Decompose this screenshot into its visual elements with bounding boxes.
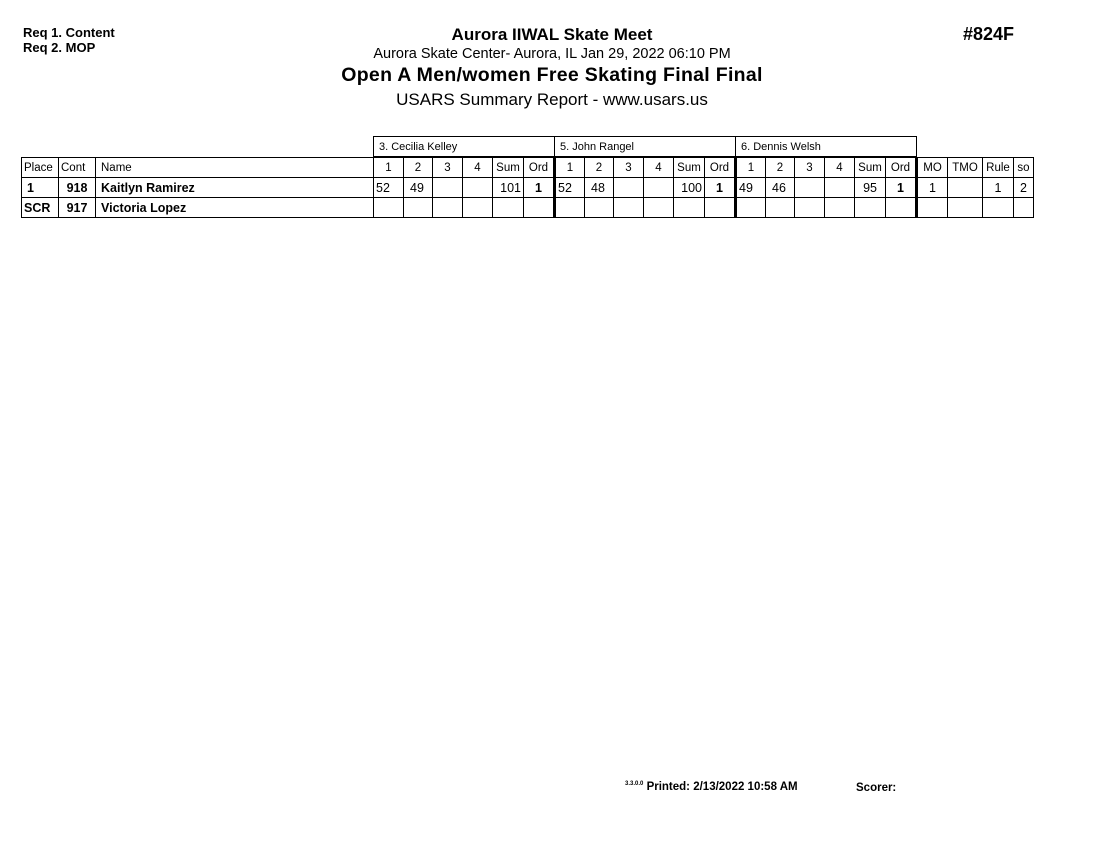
- judges-header: [373, 136, 917, 157]
- col-j1-2: 2: [404, 158, 433, 178]
- row-tmo: [948, 198, 983, 218]
- row-tmo: [948, 178, 983, 198]
- col-rule: Rule: [983, 158, 1014, 178]
- row-j2-score-4: [644, 198, 674, 218]
- requirement-1: Req 1. Content: [23, 25, 115, 40]
- col-mo: MO: [917, 158, 948, 178]
- event-title: Open A Men/women Free Skating Final Final: [341, 64, 763, 86]
- col-j2-3: 3: [614, 158, 644, 178]
- scorer-label: Scorer:: [856, 782, 897, 794]
- row-j3-sum: [855, 198, 886, 218]
- col-j3-sum: Sum: [855, 158, 886, 178]
- col-j2-ord: Ord: [705, 158, 736, 178]
- row-j2-score-2: 48: [585, 178, 614, 198]
- row-place: 1: [22, 178, 59, 198]
- row-j3-score-4: [825, 178, 855, 198]
- meet-name: Aurora IIWAL Skate Meet: [451, 25, 653, 44]
- judge-2-name: 5. John Rangel: [555, 137, 736, 157]
- judge-1-name: 3. Cecilia Kelley: [374, 137, 555, 157]
- row-mo: [917, 198, 948, 218]
- row-j2-sum: 100: [674, 178, 705, 198]
- col-cont: Cont: [59, 158, 96, 178]
- col-tmo: TMO: [948, 158, 983, 178]
- row-j3-score-3: [795, 198, 825, 218]
- row-j2-score-1: 52: [555, 178, 585, 198]
- row-j3-score-2: 46: [766, 178, 795, 198]
- row-cont: 917: [59, 198, 96, 218]
- row-j2-score-3: [614, 178, 644, 198]
- col-j1-3: 3: [433, 158, 463, 178]
- row-so: [1014, 198, 1034, 218]
- row-j1-sum: 101: [493, 178, 524, 198]
- row-j2-sum: [674, 198, 705, 218]
- row-j3-score-1: [736, 198, 766, 218]
- location-line: Aurora Skate Center- Aurora, IL Jan 29, 2022 06:10 PM: [373, 46, 731, 62]
- col-j2-2: 2: [585, 158, 614, 178]
- row-j2-score-1: [555, 198, 585, 218]
- row-j1-score-2: 49: [404, 178, 433, 198]
- row-j2-score-4: [644, 178, 674, 198]
- printed-timestamp: Printed: 2/13/2022 10:58 AM: [646, 781, 798, 793]
- printed-footer: [625, 781, 798, 793]
- row-j1-sum: [493, 198, 524, 218]
- col-j3-ord: Ord: [886, 158, 917, 178]
- row-name: Kaitlyn Ramirez: [96, 178, 374, 198]
- col-j3-3: 3: [795, 158, 825, 178]
- row-name: Victoria Lopez: [96, 198, 374, 218]
- col-so: so: [1014, 158, 1034, 178]
- row-j2-score-2: [585, 198, 614, 218]
- version-mark: 3.3.0.0: [625, 781, 644, 787]
- row-place: SCR: [22, 198, 59, 218]
- row-so: 2: [1014, 178, 1034, 198]
- row-j1-score-4: [463, 178, 493, 198]
- row-j2-score-3: [614, 198, 644, 218]
- row-j1-score-1: [374, 198, 404, 218]
- row-j2-ord: [705, 198, 736, 218]
- row-j3-score-3: [795, 178, 825, 198]
- requirement-2: Req 2. MOP: [23, 40, 96, 55]
- row-rule: [983, 198, 1014, 218]
- row-j1-score-1: 52: [374, 178, 404, 198]
- row-cont: 918: [59, 178, 96, 198]
- row-j1-score-4: [463, 198, 493, 218]
- row-j3-score-1: 49: [736, 178, 766, 198]
- row-rule: 1: [983, 178, 1014, 198]
- judge-3-name: 6. Dennis Welsh: [736, 137, 917, 157]
- report-title: USARS Summary Report - www.usars.us: [396, 90, 708, 109]
- col-name: Name: [96, 158, 374, 178]
- row-j1-ord: [524, 198, 555, 218]
- row-j3-score-4: [825, 198, 855, 218]
- col-j1-ord: Ord: [524, 158, 555, 178]
- row-j1-ord: 1: [524, 178, 555, 198]
- col-j3-4: 4: [825, 158, 855, 178]
- row-j1-score-3: [433, 178, 463, 198]
- col-j1-sum: Sum: [493, 158, 524, 178]
- col-j3-2: 2: [766, 158, 795, 178]
- row-mo: 1: [917, 178, 948, 198]
- results-table: [21, 157, 1034, 218]
- row-j3-ord: 1: [886, 178, 917, 198]
- row-j2-ord: 1: [705, 178, 736, 198]
- col-j2-4: 4: [644, 158, 674, 178]
- col-j1-1: 1: [374, 158, 404, 178]
- table-row: [22, 178, 1034, 198]
- column-header-row: [22, 158, 1034, 178]
- col-j3-1: 1: [736, 158, 766, 178]
- col-j2-sum: Sum: [674, 158, 705, 178]
- col-place: Place: [22, 158, 59, 178]
- col-j1-4: 4: [463, 158, 493, 178]
- row-j1-score-3: [433, 198, 463, 218]
- row-j1-score-2: [404, 198, 433, 218]
- event-number: #824F: [963, 24, 1015, 44]
- row-j3-sum: 95: [855, 178, 886, 198]
- row-j3-score-2: [766, 198, 795, 218]
- table-row: [22, 198, 1034, 218]
- row-j3-ord: [886, 198, 917, 218]
- col-j2-1: 1: [555, 158, 585, 178]
